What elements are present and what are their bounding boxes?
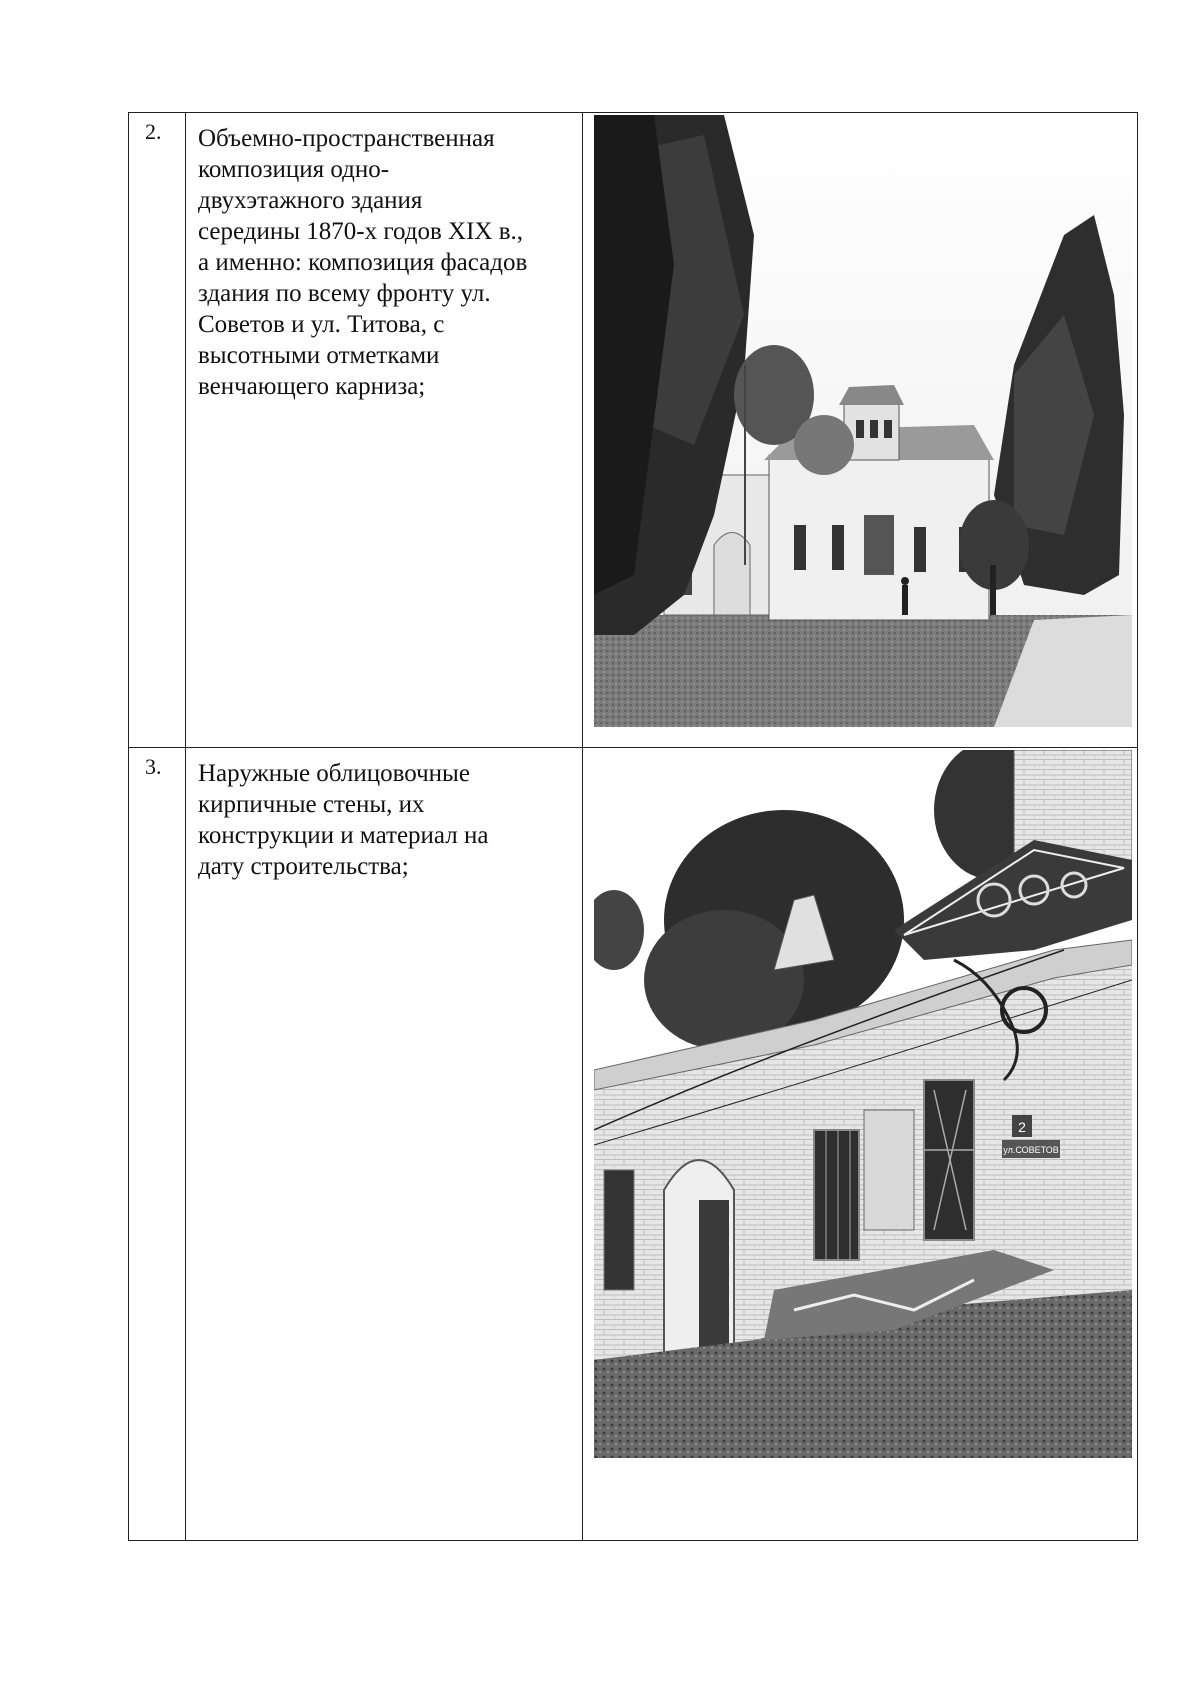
table-row [129, 113, 1138, 748]
text-line: венчающего карниза; [198, 373, 426, 400]
text-line: здания по всему фронту ул. [198, 280, 491, 307]
text-line: дату строительства; [198, 853, 409, 880]
building-photo [594, 115, 1132, 727]
text-line: кирпичные стены, их [198, 791, 425, 818]
photo-cell [583, 113, 1138, 748]
description-text [186, 748, 582, 882]
description-text [186, 113, 582, 402]
facade-photo [594, 750, 1132, 1458]
text-line: двухэтажного здания [198, 187, 423, 214]
text-line: композиция одно- [198, 156, 390, 183]
text-line: Объемно-пространственная [198, 125, 495, 152]
sign-number: 2 [1018, 1119, 1026, 1135]
text-line: середины 1870-х годов XIX в., [198, 218, 524, 245]
description-cell [186, 748, 583, 1541]
document-table [128, 112, 1138, 1541]
row-number: 2. [145, 119, 162, 144]
photo-cell [583, 748, 1138, 1541]
text-line: Советов и ул. Титова, с [198, 311, 445, 338]
row-number-cell [129, 748, 186, 1541]
row-number: 3. [145, 754, 162, 779]
table-row [129, 748, 1138, 1541]
description-cell [186, 113, 583, 748]
text-line: а именно: композиция фасадов [198, 249, 528, 276]
sign-street: ул.СОВЕТОВ [1003, 1145, 1059, 1155]
text-line: высотными отметками [198, 342, 440, 369]
text-line: Наружные облицовочные [198, 760, 470, 787]
text-line: конструкции и материал на [198, 822, 489, 849]
row-number-cell [129, 113, 186, 748]
